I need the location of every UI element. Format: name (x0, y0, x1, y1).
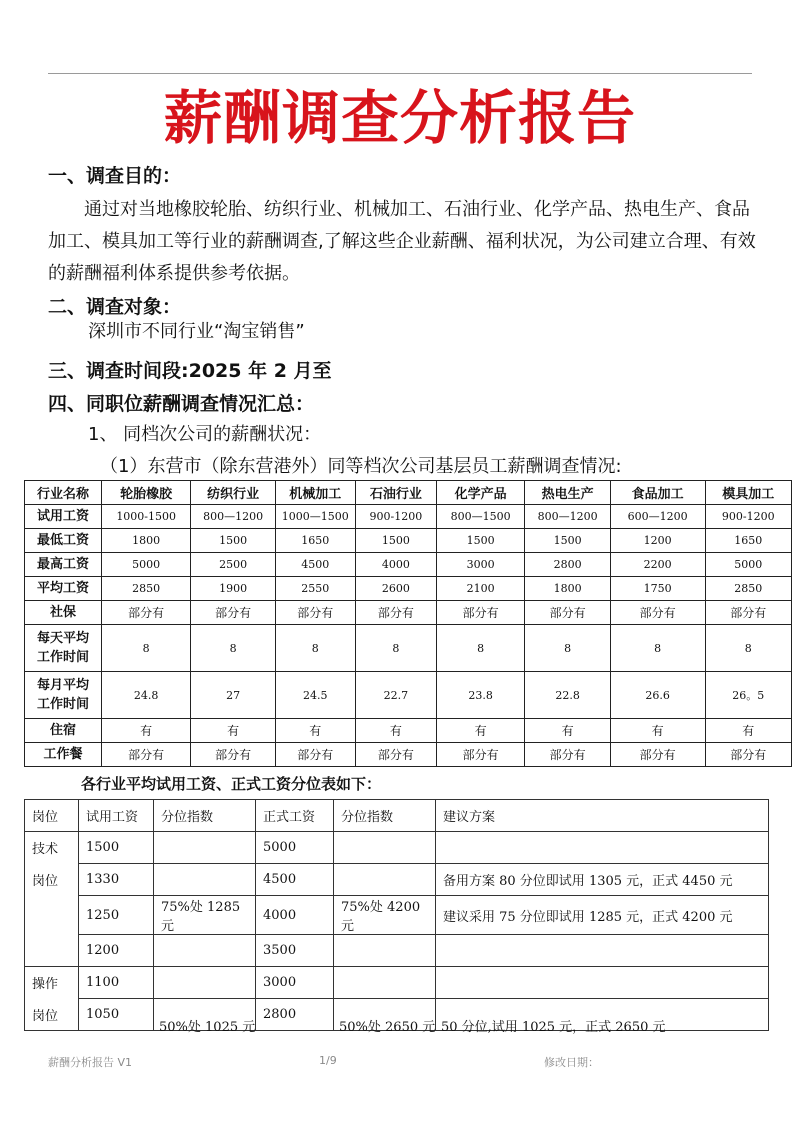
position-label-line-2: 岗位 (25, 864, 79, 896)
table-cell: 1500 (525, 529, 610, 553)
table-cell: 1000-1500 (101, 505, 191, 529)
table-cell (25, 935, 79, 967)
table-cell: 有 (191, 719, 275, 743)
row-label: 最高工资 (25, 553, 102, 577)
table-cell: 1650 (275, 529, 355, 553)
column-header: 试用工资 (79, 800, 154, 832)
table-cell: 1200 (79, 935, 154, 967)
table-cell: 2550 (275, 577, 355, 601)
table-cell: 部分有 (525, 743, 610, 767)
table-cell: 800—1200 (525, 505, 610, 529)
table-row (25, 672, 792, 719)
table-cell: 8 (191, 625, 275, 672)
column-header: 分位指数 (154, 800, 256, 832)
row-label: 试用工资 (25, 505, 102, 529)
table-cell: 部分有 (610, 743, 705, 767)
table-cell (334, 935, 436, 967)
table-cell: 1900 (191, 577, 275, 601)
table-row (25, 529, 792, 553)
row-label: 最低工资 (25, 529, 102, 553)
table-cell: 600—1200 (610, 505, 705, 529)
column-header: 岗位 (25, 800, 79, 832)
table-row (25, 601, 792, 625)
table-cell: 1800 (525, 577, 610, 601)
table-cell: 75%处 1285 元 (154, 896, 256, 935)
column-header: 分位指数 (334, 800, 436, 832)
table-cell: 有 (705, 719, 791, 743)
row-label: 住宿 (25, 719, 102, 743)
table-cell: 部分有 (191, 743, 275, 767)
table-cell: 22.8 (525, 672, 610, 719)
overflow-formal-percentile: 50%处 2650 元 (339, 1020, 436, 1035)
table-cell: 900-1200 (355, 505, 436, 529)
table-cell: 8 (610, 625, 705, 672)
row-label (25, 625, 102, 672)
section-1-heading: 一、调查目的： (48, 165, 182, 187)
table-cell: 4000 (355, 553, 436, 577)
table-row (25, 935, 769, 967)
table-row (25, 553, 792, 577)
table-cell: 1050 (79, 999, 154, 1031)
section-2-heading: 二、调查对象： (48, 296, 182, 318)
table-cell: 1650 (705, 529, 791, 553)
table-cell: 2200 (610, 553, 705, 577)
table-cell: 24.5 (275, 672, 355, 719)
table-cell: 800—1500 (436, 505, 525, 529)
table-cell: 2800 (525, 553, 610, 577)
row-label-line-2: 工作时间 (36, 697, 89, 712)
table-cell: 3000 (436, 553, 525, 577)
row-label-line-1: 每天平均 (36, 631, 89, 646)
percentile-table (24, 799, 769, 1031)
table-cell: 4500 (275, 553, 355, 577)
table-cell: 部分有 (525, 601, 610, 625)
table-cell: 2800 (256, 999, 334, 1031)
table-cell: 5000 (256, 832, 334, 864)
table-cell: 5000 (705, 553, 791, 577)
table-cell (334, 967, 436, 999)
table-cell: 3500 (256, 935, 334, 967)
table-cell: 800—1200 (191, 505, 275, 529)
table-cell: 2600 (355, 577, 436, 601)
section-2-body: 深圳市不同行业“淘宝销售” (88, 321, 305, 342)
header-rule (48, 73, 752, 74)
table-cell: 75%处 4200 元 (334, 896, 436, 935)
table-cell: 部分有 (436, 601, 525, 625)
table-cell (154, 967, 256, 999)
column-header: 模具加工 (705, 481, 791, 505)
table-row (25, 896, 769, 935)
table-cell: 4500 (256, 864, 334, 896)
table-cell: 1500 (436, 529, 525, 553)
table-row (25, 864, 769, 896)
table-cell: 1500 (191, 529, 275, 553)
table-cell: 有 (525, 719, 610, 743)
position-label-line-1: 操作 (25, 967, 79, 999)
table-row (25, 505, 792, 529)
table-cell (334, 864, 436, 896)
table-cell: 2100 (436, 577, 525, 601)
column-header: 热电生产 (525, 481, 610, 505)
table-cell: 24.8 (101, 672, 191, 719)
table-cell (154, 935, 256, 967)
column-header: 建议方案 (436, 800, 769, 832)
table-cell: 1330 (79, 864, 154, 896)
table-cell: 有 (610, 719, 705, 743)
table-cell: 有 (436, 719, 525, 743)
table-cell: 部分有 (191, 601, 275, 625)
industry-salary-table (24, 480, 792, 767)
table-cell: 部分有 (101, 601, 191, 625)
table-cell: 8 (355, 625, 436, 672)
table-cell: 8 (705, 625, 791, 672)
table-row (25, 967, 769, 999)
table-cell (25, 896, 79, 935)
table-cell: 8 (525, 625, 610, 672)
table-row (25, 625, 792, 672)
footer-document-name: 薪酬分析报告 V1 (48, 1056, 133, 1069)
column-header: 机械加工 (275, 481, 355, 505)
table-cell: 1800 (101, 529, 191, 553)
table-cell: 27 (191, 672, 275, 719)
column-header: 轮胎橡胶 (101, 481, 191, 505)
table-cell: 2500 (191, 553, 275, 577)
section-4-item-1: 1、 同档次公司的薪酬状况： (88, 424, 322, 445)
table-cell (154, 864, 256, 896)
table-cell: 部分有 (436, 743, 525, 767)
table-cell: 部分有 (275, 601, 355, 625)
table-cell: 26.6 (610, 672, 705, 719)
table-cell: 1000—1500 (275, 505, 355, 529)
percentile-table-caption: 各行业平均试用工资、正式工资分位表如下： (81, 775, 382, 793)
column-header: 化学产品 (436, 481, 525, 505)
table-cell: 部分有 (705, 601, 791, 625)
table-cell: 1200 (610, 529, 705, 553)
table-cell: 1100 (79, 967, 154, 999)
table-cell: 23.8 (436, 672, 525, 719)
table-cell: 1750 (610, 577, 705, 601)
table-cell: 2850 (101, 577, 191, 601)
table-row (25, 577, 792, 601)
table-cell: 备用方案 80 分位即试用 1305 元，正式 4450 元 (436, 864, 769, 896)
table-cell: 3000 (256, 967, 334, 999)
table-cell: 部分有 (101, 743, 191, 767)
table-row (25, 719, 792, 743)
row-label: 社保 (25, 601, 102, 625)
table-cell (436, 967, 769, 999)
table-cell (436, 832, 769, 864)
footer-page-number: 1/9 (319, 1054, 337, 1067)
section-3-heading: 三、调查时间段:2025 年 2 月至 (48, 360, 332, 382)
column-header: 行业名称 (25, 481, 102, 505)
table-cell: 部分有 (705, 743, 791, 767)
row-label (25, 672, 102, 719)
row-label: 工作餐 (25, 743, 102, 767)
table-cell: 有 (355, 719, 436, 743)
table-cell: 26。5 (705, 672, 791, 719)
table-cell: 1500 (355, 529, 436, 553)
position-label-line-2: 岗位 (25, 999, 79, 1031)
table-cell: 部分有 (275, 743, 355, 767)
table-cell: 22.7 (355, 672, 436, 719)
table-cell: 1500 (79, 832, 154, 864)
section-4-heading: 四、同职位薪酬调查情况汇总： (48, 393, 315, 415)
footer-modified-date: 修改日期： (544, 1056, 599, 1069)
table-cell (154, 832, 256, 864)
table-cell: 8 (275, 625, 355, 672)
column-header: 食品加工 (610, 481, 705, 505)
table-cell: 8 (101, 625, 191, 672)
section-4-item-2: （1）东营市（除东营港外）同等档次公司基层员工薪酬调查情况: (100, 456, 622, 477)
column-header: 纺织行业 (191, 481, 275, 505)
table-cell: 部分有 (610, 601, 705, 625)
table-cell: 1250 (79, 896, 154, 935)
table-row (25, 743, 792, 767)
column-header: 正式工资 (256, 800, 334, 832)
row-label-line-1: 每月平均 (36, 678, 89, 693)
table-cell: 2850 (705, 577, 791, 601)
table-cell: 8 (436, 625, 525, 672)
table-header-row (25, 481, 792, 505)
table-cell: 4000 (256, 896, 334, 935)
table-cell: 900-1200 (705, 505, 791, 529)
table-cell (436, 935, 769, 967)
table-cell: 5000 (101, 553, 191, 577)
table-cell: 部分有 (355, 601, 436, 625)
row-label: 平均工资 (25, 577, 102, 601)
row-label-line-2: 工作时间 (36, 650, 89, 665)
overflow-plan: 50 分位,试用 1025 元，正式 2650 元 (441, 1020, 666, 1035)
table-cell: 有 (101, 719, 191, 743)
table-cell (334, 832, 436, 864)
document-title: 薪酬调查分析报告 (163, 84, 636, 152)
column-header: 石油行业 (355, 481, 436, 505)
table-header-row (25, 800, 769, 832)
section-1-body: 通过对当地橡胶轮胎、纺织行业、机械加工、石油行业、化学产品、热电生产、食品加工、模具加工等行业的薪酬调查,了解这些企业薪酬、福利状况，为公司建立合理、有效的薪酬福利体系提供参考依据。 (48, 199, 756, 284)
table-row (25, 832, 769, 864)
table-cell: 部分有 (355, 743, 436, 767)
table-cell: 建议采用 75 分位即试用 1285 元，正式 4200 元 (436, 896, 769, 935)
table-cell: 有 (275, 719, 355, 743)
position-label-line-1: 技术 (25, 832, 79, 864)
overflow-trial-percentile: 50%处 1025 元 (159, 1020, 256, 1035)
